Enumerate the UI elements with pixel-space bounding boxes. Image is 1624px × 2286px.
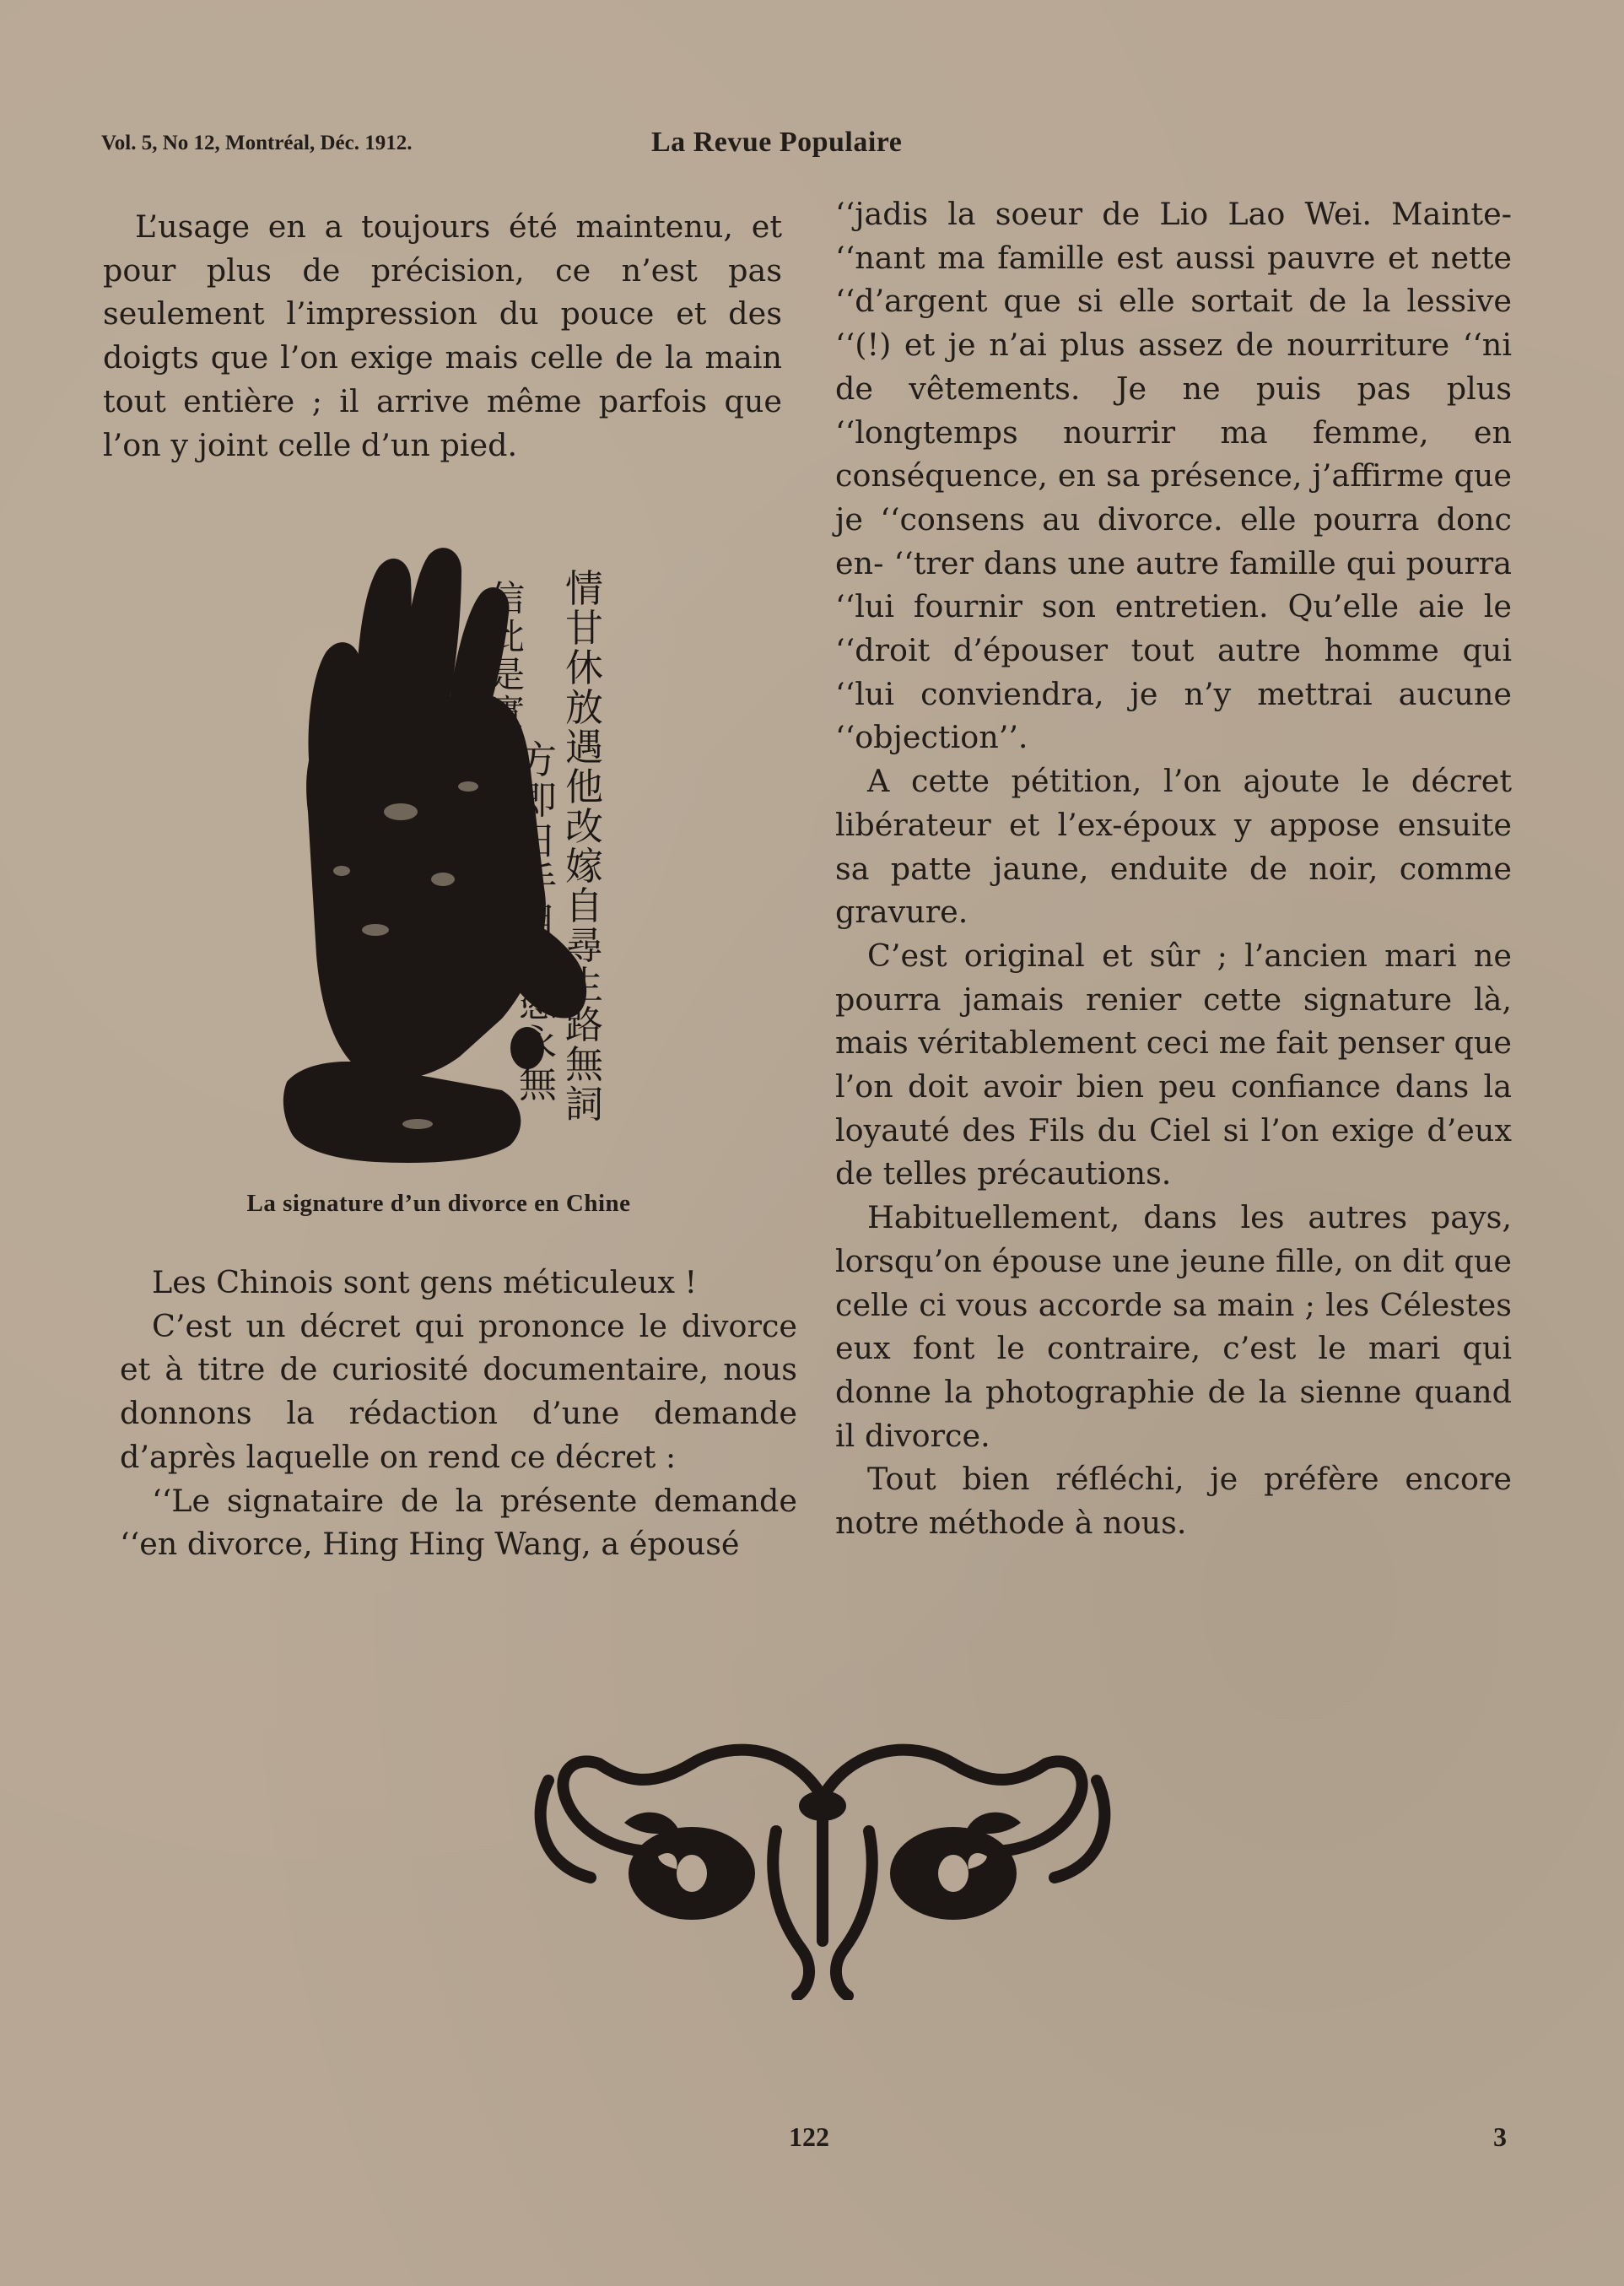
figure-caption: La signature d’un divorce en Chine (246, 1190, 631, 1217)
chinese-text-middle: 方即日手目爲憑永無 (519, 738, 558, 1106)
magazine-title: La Revue Populaire (651, 127, 903, 158)
paragraph: C’est un décret qui prononce le divorce et à titre de curiosité documentaire, nous donnons la rédaction d’une demande d’après laquelle on rend ce décret : (120, 1307, 797, 1475)
right-column (835, 192, 1512, 1545)
hand-print-figure (274, 533, 679, 1166)
paragraph: A cette pétition, l’on ajoute le décret libérateur et l’ex-époux y appose ensuite sa patte jaune, enduite de noir, comme gravure. (835, 763, 1512, 931)
left-column-bottom (120, 1261, 797, 1566)
paragraph: Les Chinois sont gens méticuleux ! (152, 1264, 698, 1300)
quote-continued: ‘‘jadis la soeur de Lio Lao Wei. Mainte- ‘‘nant ma famille est aussi pauvre et nette ‘‘d’argent que si elle sortait de la lessive ‘‘(!) et je n’ai plus assez de nourriture ‘‘ni de vêtements. Je ne puis pas plus ‘‘longtemps nourrir ma femme, en conséquence, en sa présence, j’affirme que je ‘‘consens au divorce. elle pourra donc en- ‘‘trer dans une autre famille qui pourra ‘‘lui fournir son entretien. Qu’elle aie le ‘‘droit d’épouser tout autre homme qui ‘‘lui conviendra, je n’y mettrai aucune ‘‘objection’’. (835, 196, 1512, 756)
floral-ornament (523, 1730, 1122, 2000)
chinese-text-right: 情甘休放遇他改嫁自尋生路無詞 (565, 566, 604, 1127)
paragraph: L’usage en a toujours été maintenu, et pour plus de précision, ce n’est pas seulement l’impression du pouce et des doigts que l’on exige mais celle de la main tout entière ; il arrive même parfois que l’on y joint celle d’un pied. (103, 208, 782, 463)
ornament-image (523, 1730, 1122, 2000)
quote-start: ‘‘Le signataire de la présente demande ‘‘en divorce, Hing Hing Wang, a épousé (120, 1482, 797, 1563)
volume-line: Vol. 5, No 12, Montréal, Déc. 1912. (101, 132, 413, 154)
left-column-top (103, 205, 782, 467)
paragraph: C’est original et sûr ; l’ancien mari ne pourra jamais renier cette signature là, mais véritablement ceci me fait penser que l’on doit avoir bien peu confiance dans la loyauté des Fils du Ciel si l’on exige d’eux de telles précautions. (835, 937, 1512, 1192)
hand-print-image (274, 533, 679, 1166)
chinese-text-left: 信此是實 (489, 578, 526, 733)
page-number: 122 (789, 2121, 829, 2152)
signature-mark: 3 (1493, 2121, 1507, 2152)
paragraph: Habituellement, dans les autres pays, lorsqu’on épouse une jeune fille, on dit que celle ci vous accorde sa main ; les Célestes eux font le contraire, c’est le mari qui donne la photographie de la sienne quand il divorce. (835, 1199, 1512, 1454)
paragraph: Tout bien réfléchi, je préfère encore notre méthode à nous. (835, 1461, 1512, 1542)
